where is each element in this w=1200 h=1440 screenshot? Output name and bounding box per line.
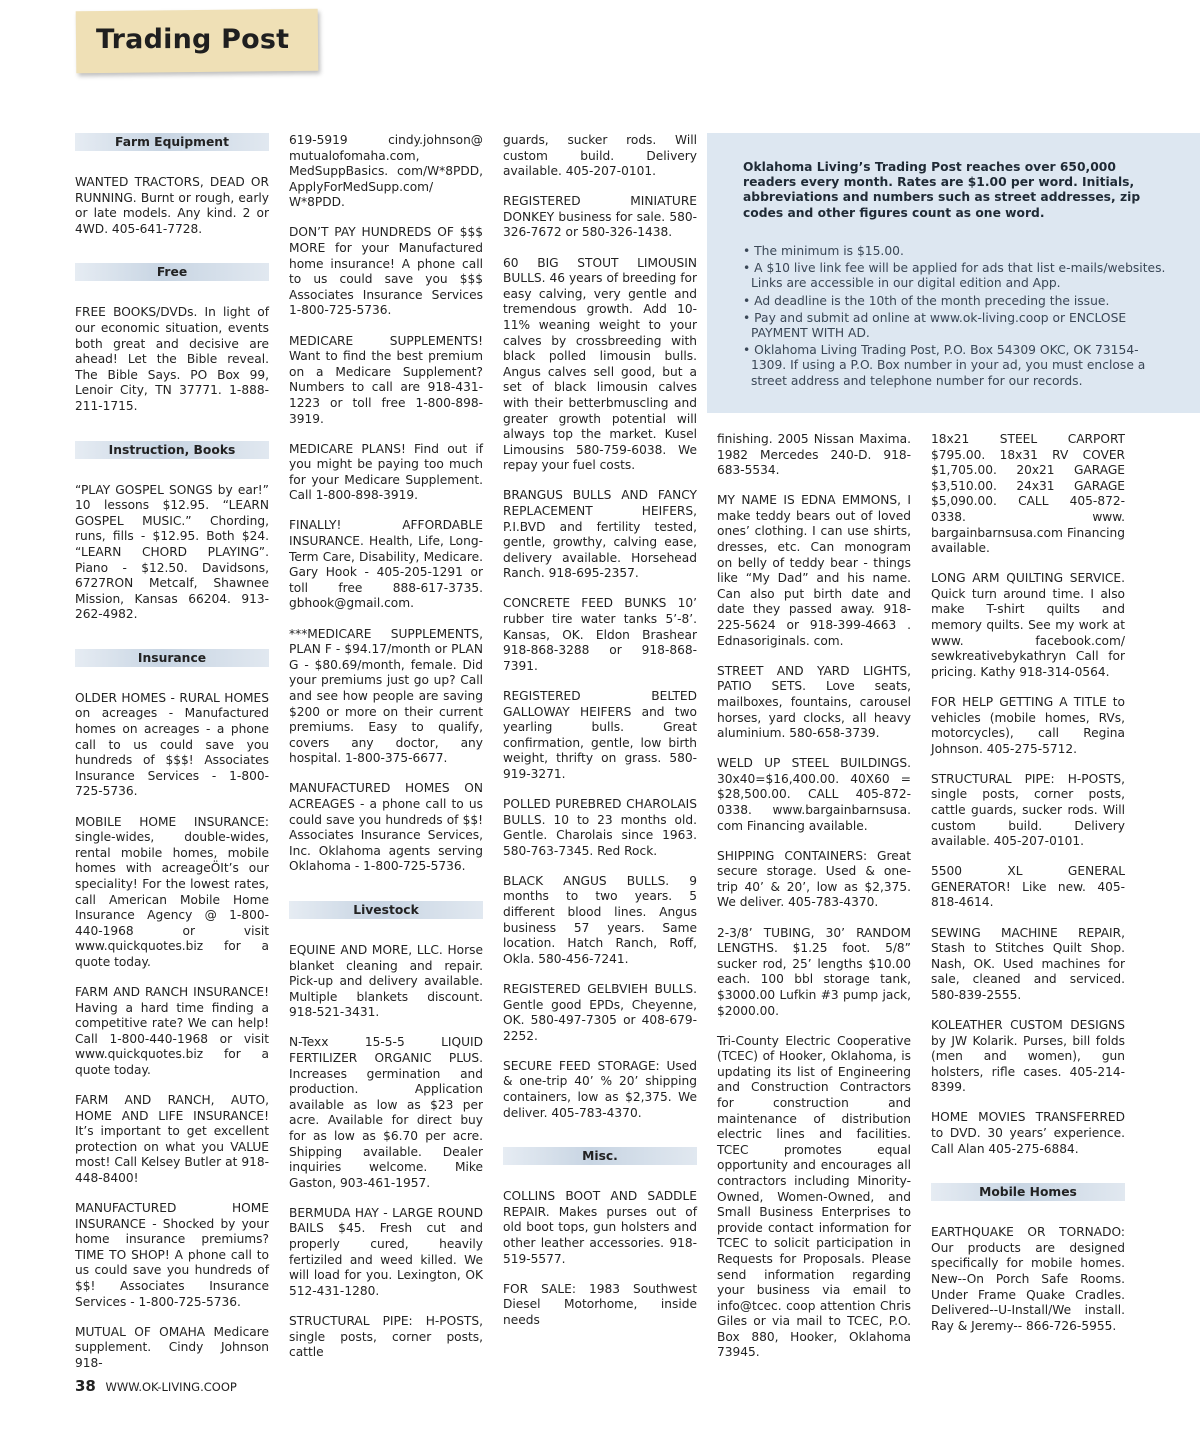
classified-ad: REGISTERED BELTED GALLOWAY HEIFERS and two yearling bulls. Great confirmation, gentle, low birth weight, thrifty on grass. 580-919-3271. xyxy=(503,688,697,781)
info-bullets xyxy=(743,244,1173,391)
classified-ad: MANUFACTURED HOMES ON ACREAGES - a phone call to us could save you hundreds of $$! Associates Insurance Services, Inc. Oklahoma agents serving Oklahoma - 1-800-725-5736. xyxy=(289,781,483,874)
classified-ad: N-Texx 15-5-5 LIQUID FERTILIZER ORGANIC PLUS. Increases germination and production. Application available as low as $23 per acre. Available for direct buy for as low as $6.70 per acre. Shipping available. Dealer inquiries welcome. Mike Gaston, 903-461-1957. xyxy=(289,1035,483,1190)
info-bullet: • The minimum is $15.00. xyxy=(743,244,904,258)
classified-ad: FOR SALE: 1983 Southwest Diesel Motorhome, inside needs xyxy=(503,1281,697,1327)
section-header-mobile-homes: Mobile Homes xyxy=(931,1183,1125,1201)
classified-ad: MOBILE HOME INSURANCE: single-wides, double-wides, rental mobile homes, mobile homes with acreageÖIt’s our speciality! For the lowest rates, call American Mobile Home Insurance Agency @ 1-800-440-1968 or visit www.quickquotes.biz for a quote today. xyxy=(75,814,269,969)
classified-ad: 60 BIG STOUT LIMOUSIN BULLS. 46 years of breeding for easy calving, very gentle and tremendous growth. Add 10-11% weaning weight to your calves by crossbreeding with black polled limousin bulls. Angus calves sell good, but a set of black limousin calves with their betterbmuscling and greater growth potential will always top the market. Kusel Limousins 580-759-6038. We repay your fuel costs. xyxy=(503,255,697,473)
classified-ad: MANUFACTURED HOME INSURANCE - Shocked by your home insurance premiums? TIME TO SHOP! A phone call to us could save you hundreds of $$! Associates Insurance Services - 1-800-725-5736. xyxy=(75,1201,269,1309)
classified-ad: MUTUAL OF OMAHA Medicare supplement. Cindy Johnson 918- xyxy=(75,1324,269,1370)
classified-ad: KOLEATHER CUSTOM DESIGNS by JW Kolarik. Purses, bill folds (men and women), gun holsters, rifle cases. 405-214-8399. xyxy=(931,1018,1125,1095)
classified-ad: LONG ARM QUILTING SERVICE. Quick turn around time. I also make T-shirt quilts and memory quilts. See my work at www. facebook.com/ sewkreativebykathryn Call for pricing. Kathy 918-314-0564. xyxy=(931,571,1125,679)
classified-ad: SECURE FEED STORAGE: Used & one-trip 40’ % 20’ shipping containers, low as $2,375. We deliver. 405-783-4370. xyxy=(503,1058,697,1120)
column-4 xyxy=(717,432,911,1376)
classified-ad: FARM AND RANCH INSURANCE! Having a hard time finding a competitive rate? We can help! Call 1-800-440-1968 or visit www.quickquotes.biz for a quote today. xyxy=(75,984,269,1077)
classified-ad: WANTED TRACTORS, DEAD OR RUNNING. Burnt or rough, early or late models. Any kind. 2 or 4WD. 405-641-7728. xyxy=(75,175,269,236)
classified-ad: FREE BOOKS/DVDs. In light of our economic situation, events both great and decisive are ahead! Let the Bible reveal. The Bible Says. PO Box 99, Lenoir City, TN 37771. 1-888-211-1715. xyxy=(75,305,269,413)
classified-ad-continued: guards, sucker rods. Will custom build. Delivery available. 405-207-0101. xyxy=(503,133,697,179)
classified-ad: BERMUDA HAY - LARGE ROUND BAILS $45. Fresh cut and properly cured, heavily fertiziled and weed killed. We will load for you. Lexington, OK 512-431-1280. xyxy=(289,1205,483,1298)
classified-ad: STRUCTURAL PIPE: H-POSTS, single posts, corner posts, cattle guards, sucker rods. Will custom build. Delivery available. 405-207-0101. xyxy=(931,771,1125,849)
classified-ad: SHIPPING CONTAINERS: Great secure storage. Used & one-trip 40’ & 20’, low as $2,375. We deliver. 405-783-4370. xyxy=(717,848,911,910)
classified-ad: BRANGUS BULLS AND FANCY REPLACEMENT HEIFERS, P.I.BVD and fertility tested, gentle, growthy, calving ease, delivery available. Horsehead Ranch. 918-695-2357. xyxy=(503,488,697,581)
classified-ad: 18x21 STEEL CARPORT $795.00. 18x31 RV COVER $1,705.00. 20x21 GARAGE $3,510.00. 24x31 GARAGE $5,090.00. CALL 405-872-0338. www. bargainbarnsusa.com Financing available. xyxy=(931,432,1125,556)
section-header-free: Free xyxy=(75,263,269,281)
footer-url[interactable]: WWW.OK-LIVING.COOP xyxy=(105,1380,237,1394)
page-title: Trading Post xyxy=(96,24,290,55)
classified-ad: FARM AND RANCH, AUTO, HOME AND LIFE INSURANCE! It’s important to get excellent protection on what you VALUE most! Call Kelsey Butler at 918-448-8400! xyxy=(75,1093,269,1185)
page-number: 38 xyxy=(75,1377,96,1395)
info-bullet: • Oklahoma Living Trading Post, P.O. Box 54309 OKC, OK 73154-1309. If using a P.O. Box number in your ad, you must enclose a street address and telephone number for our records. xyxy=(743,343,1146,388)
classified-ad: FOR HELP GETTING A TITLE to vehicles (mobile homes, RVs, motorcycles), call Regina Johnson. 405-275-5712. xyxy=(931,694,1125,756)
classified-ad: OLDER HOMES - RURAL HOMES on acreages - Manufactured homes on acreages - a phone call to us could save you hundreds of $$$! Associates Insurance Services - 1-800-725-5736. xyxy=(75,690,269,799)
classified-ad: EARTHQUAKE OR TORNADO: Our products are designed specifically for mobile homes. New--On Porch Safe Rooms. Under Frame Quake Cradles. Delivered--U-Install/We install. Ray & Jeremy-- 866-726-5955. xyxy=(931,1225,1125,1333)
classified-ad: 2-3/8’ TUBING, 30’ RANDOM LENGTHS. $1.25 foot. 5/8” sucker rod, 25’ lengths $10.00 each. 100 bbl storage tank, $3000.00 Lufkin #3 pump jack, $2000.00. xyxy=(717,925,911,1018)
info-intro: Oklahoma Living’s Trading Post reaches over 650,000 readers every month. Rates are $1.00 per word. Initials, abbreviations and numbers such as street addresses, zip codes and other figures count as one word. xyxy=(743,160,1141,220)
classified-ad: Tri-County Electric Cooperative (TCEC) of Hooker, Oklahoma, is updating its list of Engineering and Construction Contractors for construction and maintenance of distribution electric lines and facilities. TCEC promotes equal opportunity and encourages all contractors including Minority-Owned, Women-Owned, and Small Business Enterprises to provide contact information for TCEC to solicit participation in Requests for Proposals. Please send information regarding your business via email to info@tcec. coop attention Chris Giles or via mail to TCEC, P.O. Box 880, Hooker, Oklahoma 73945. xyxy=(717,1033,911,1360)
classified-ad: 5500 XL GENERAL GENERATOR! Like new. 405-818-4614. xyxy=(931,864,1125,910)
classified-ad: “PLAY GOSPEL SONGS by ear!” 10 lessons $12.95. “LEARN GOSPEL MUSIC.” Chording, runs, fills - $12.95. Both $24. “LEARN CHORD PLAYING”. Piano - $12.50. Davidsons, 6727RON Metcalf, Shawnee Mission, Kansas 66204. 913-262-4982. xyxy=(75,482,269,622)
classified-ad: COLLINS BOOT AND SADDLE REPAIR. Makes purses out of old boot tops, gun holsters and other leather accessories. 918-519-5577. xyxy=(503,1189,697,1266)
classified-ad: STREET AND YARD LIGHTS, PATIO SETS. Love seats, mailboxes, fountains, carousel horses, yard clocks, all heavy aluminium. 580-658-3739. xyxy=(717,663,911,741)
classified-ad-continued: finishing. 2005 Nissan Maxima. 1982 Mercedes 240-D. 918-683-5534. xyxy=(717,432,911,478)
classified-ad: POLLED PUREBRED CHAROLAIS BULLS. 10 to 23 months old. Gentle. Charolais since 1963. 580-763-7345. Red Rock. xyxy=(503,796,697,858)
classified-ad: WELD UP STEEL BUILDINGS. 30x40=$16,400.00. 40X60 = $28,500.00. CALL 405-872-0338. www.bargainbarnsusa. com Financing available. xyxy=(717,756,911,833)
info-bullet: • Pay and submit ad online at www.ok-living.coop or ENCLOSE PAYMENT WITH AD. xyxy=(743,310,1127,341)
section-header-instruction-books: Instruction, Books xyxy=(75,441,269,459)
classified-ad: SEWING MACHINE REPAIR, Stash to Stitches Quilt Shop. Nash, OK. Used machines for sale, cleaned and serviced. 580-839-2555. xyxy=(931,925,1125,1002)
classified-ad: DON’T PAY HUNDREDS OF $$$ MORE for your Manufactured home insurance! A phone call to us could save you $$$ Associates Insurance Services 1-800-725-5736. xyxy=(289,225,483,318)
column-2 xyxy=(289,133,483,1375)
classified-ad: BLACK ANGUS BULLS. 9 months to two years. 5 different blood lines. Angus business 57 years. Same location. Hatch Ranch, Roff, Okla. 580-456-7241. xyxy=(503,873,697,966)
column-5 xyxy=(931,432,1125,1349)
classified-ad: STRUCTURAL PIPE: H-POSTS, single posts, corner posts, cattle xyxy=(289,1313,483,1360)
section-header-livestock: Livestock xyxy=(289,901,483,919)
classified-ad: MY NAME IS EDNA EMMONS, I make teddy bears out of loved ones’ clothing. I can use shirts, dresses, etc. Can monogram on belly of teddy bear - things like “My Dad” and his name. Can also put birth date and date they passed away. 918-225-5624 or 918-399-4663 . Ednasoriginals. com. xyxy=(717,493,911,648)
classified-ad: REGISTERED GELBVIEH BULLS. Gentle good EPDs, Cheyenne, OK. 580-497-7305 or 408-679-2252. xyxy=(503,981,697,1043)
classified-ad: CONCRETE FEED BUNKS 10’ rubber tire water tanks 5’-8’. Kansas, OK. Eldon Brashear 918-868-3288 or 918-868-7391. xyxy=(503,596,697,673)
section-header-insurance: Insurance xyxy=(75,649,269,667)
classified-ad: EQUINE AND MORE, LLC. Horse blanket cleaning and repair. Pick-up and delivery available. Multiple blankets discount. 918-521-3431. xyxy=(289,942,483,1020)
classified-ad: REGISTERED MINIATURE DONKEY business for sale. 580-326-7672 or 580-326-1438. xyxy=(503,194,697,240)
classified-ad: MEDICARE SUPPLEMENTS! Want to find the best premium on a Medicare Supplement? Numbers to call are 918-431-1223 or toll free 1-800-898-3919. xyxy=(289,333,483,426)
info-bullet: • A $10 live link fee will be applied for ads that list e-mails/websites. Links are accessible in our digital edition and App. xyxy=(743,261,1166,291)
classified-ad: ***MEDICARE SUPPLEMENTS, PLAN F - $94.17/month or PLAN G - $80.69/month, female. Did your premiums just go up? Call and see how people are saving $200 or more on their current premiums. Easy to qualify, covers any doctor, any hospital. 1-800-375-6677. xyxy=(289,626,483,766)
info-bullet: • Ad deadline is the 10th of the month preceding the issue. xyxy=(743,293,1110,308)
classified-ad: HOME MOVIES TRANSFERRED to DVD. 30 years’ experience. Call Alan 405-275-6884. xyxy=(931,1110,1125,1156)
classified-ad: FINALLY! AFFORDABLE INSURANCE. Health, Life, Long-Term Care, Disability, Medicare. Gary Hook - 405-205-1291 or toll free 888-617-3735. gbhook@gmail.com. xyxy=(289,518,483,611)
column-1 xyxy=(75,133,269,1386)
classified-ad-continued: 619-5919 cindy.johnson@ mutualofomaha.com, MedSuppBasics. com/W*8PDD, ApplyForMedSupp.com/ W*8PDD. xyxy=(289,133,483,210)
section-header-misc: Misc. xyxy=(503,1147,697,1165)
classified-ad: MEDICARE PLANS! Find out if you might be paying too much for your Medicare Supplement. Call 1-800-898-3919. xyxy=(289,441,483,503)
page-footer xyxy=(75,1377,237,1395)
section-header-farm-equipment: Farm Equipment xyxy=(75,133,269,151)
column-3 xyxy=(503,133,697,1343)
